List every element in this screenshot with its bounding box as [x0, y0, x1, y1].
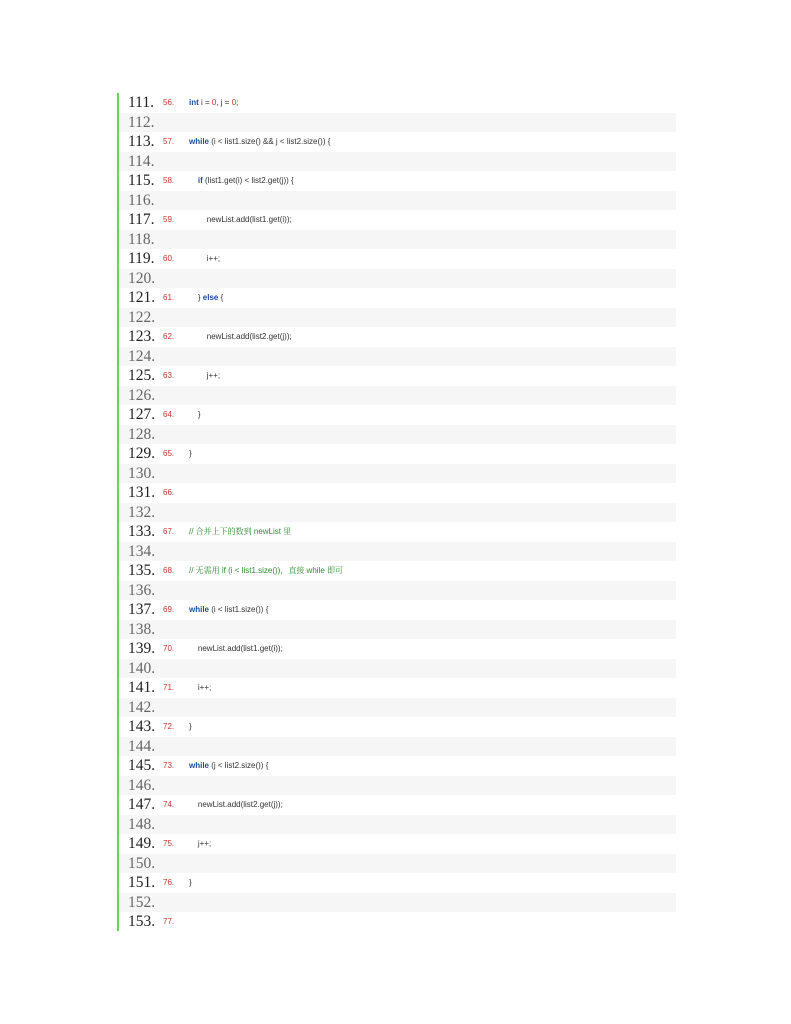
code-text	[189, 717, 192, 737]
inner-line-number: 60.	[163, 254, 175, 263]
code-line	[119, 561, 676, 581]
code-token: (j < list2.size()) {	[209, 761, 269, 770]
code-token: i++;	[189, 254, 221, 263]
outer-line-number: 126.	[128, 386, 156, 404]
code-line	[119, 171, 676, 191]
code-line	[119, 834, 676, 854]
code-text	[189, 249, 220, 269]
inner-line-number: 59.	[163, 215, 175, 224]
code-keyword: while	[189, 137, 210, 146]
inner-line-number: 64.	[163, 410, 175, 419]
code-line	[119, 795, 676, 815]
code-text	[189, 444, 192, 464]
inner-line-number: 76.	[163, 878, 175, 887]
inner-line-number: 72.	[163, 722, 175, 731]
code-text	[189, 132, 330, 152]
code-line	[119, 756, 676, 776]
code-token: ;	[236, 98, 239, 107]
code-line	[119, 386, 676, 406]
outer-line-number: 134.	[128, 542, 156, 560]
code-text	[189, 93, 238, 113]
outer-line-number: 125.	[128, 367, 156, 384]
code-text	[189, 678, 211, 698]
code-keyword: int	[189, 98, 199, 107]
code-token: , j =	[216, 98, 232, 107]
outer-line-number: 124.	[128, 347, 156, 365]
inner-line-number: 61.	[163, 293, 175, 302]
outer-line-number: 147.	[128, 796, 156, 813]
outer-line-number: 118.	[128, 230, 155, 248]
code-line	[119, 191, 676, 211]
outer-line-number: 153.	[128, 913, 156, 930]
code-text	[189, 366, 220, 386]
code-text	[189, 522, 291, 542]
outer-line-number: 112.	[128, 113, 155, 131]
code-line	[119, 717, 676, 737]
outer-line-number: 113.	[128, 133, 155, 150]
inner-line-number: 67.	[163, 527, 175, 536]
outer-line-number: 151.	[128, 874, 156, 891]
outer-line-number: 137.	[128, 601, 156, 618]
code-line	[119, 912, 676, 932]
inner-line-number: 65.	[163, 449, 175, 458]
inner-line-number: 75.	[163, 839, 175, 848]
code-token: newList.add(list2.get(j));	[189, 800, 283, 809]
inner-line-number: 74.	[163, 800, 175, 809]
outer-line-number: 133.	[128, 523, 156, 540]
inner-line-number: 57.	[163, 137, 175, 146]
code-line	[119, 405, 676, 425]
outer-line-number: 135.	[128, 562, 156, 579]
code-token: i++;	[189, 683, 212, 692]
code-line	[119, 269, 676, 289]
inner-line-number: 73.	[163, 761, 175, 770]
outer-line-number: 114.	[128, 152, 155, 170]
outer-line-number: 146.	[128, 776, 156, 794]
code-line	[119, 678, 676, 698]
code-line	[119, 444, 676, 464]
code-keyword: if	[197, 176, 203, 185]
outer-line-number: 138.	[128, 620, 156, 638]
code-line	[119, 308, 676, 328]
code-line	[119, 815, 676, 835]
code-token: i =	[198, 98, 212, 107]
code-token: (i < list1.size()) {	[209, 605, 269, 614]
outer-line-number: 111.	[128, 94, 154, 111]
code-comment: // 合并上下的数到 newList 里	[189, 527, 292, 536]
outer-line-number: 132.	[128, 503, 156, 521]
code-line	[119, 288, 676, 308]
code-token: }	[189, 293, 203, 302]
code-line	[119, 327, 676, 347]
code-keyword: while	[189, 605, 210, 614]
code-token: j++;	[189, 371, 221, 380]
code-token: (i < list1.size() && j < list2.size()) {	[209, 137, 331, 146]
code-number: 0	[211, 98, 217, 107]
code-text	[189, 171, 294, 191]
inner-line-number: 66.	[163, 488, 175, 497]
code-line	[119, 659, 676, 679]
code-line	[119, 483, 676, 503]
outer-line-number: 116.	[128, 191, 155, 209]
outer-line-number: 119.	[128, 250, 155, 267]
code-token: newList.add(list1.get(i));	[189, 644, 283, 653]
outer-line-number: 121.	[128, 289, 156, 306]
inner-line-number: 56.	[163, 98, 175, 107]
code-keyword: while	[189, 761, 210, 770]
outer-line-number: 115.	[128, 172, 155, 189]
outer-line-number: 152.	[128, 893, 156, 911]
code-line	[119, 873, 676, 893]
code-text	[189, 327, 292, 347]
code-text	[189, 873, 192, 893]
outer-line-number: 120.	[128, 269, 156, 287]
code-token: }	[189, 878, 192, 887]
code-line	[119, 503, 676, 523]
code-text	[189, 834, 211, 854]
code-token: newList.add(list2.get(j));	[189, 332, 292, 341]
outer-line-number: 127.	[128, 406, 156, 423]
inner-line-number: 77.	[163, 917, 175, 926]
outer-line-number: 139.	[128, 640, 156, 657]
outer-line-number: 144.	[128, 737, 156, 755]
code-line	[119, 698, 676, 718]
code-token: newList.add(list1.get(i));	[189, 215, 292, 224]
code-text	[189, 795, 283, 815]
code-line	[119, 522, 676, 542]
code-listing	[117, 93, 677, 931]
code-token: (list1.get(i) < list2.get(j)) {	[202, 176, 294, 185]
code-line	[119, 152, 676, 172]
code-text	[189, 639, 283, 659]
inner-line-number: 58.	[163, 176, 175, 185]
outer-line-number: 150.	[128, 854, 156, 872]
code-number: 0	[231, 98, 237, 107]
outer-line-number: 122.	[128, 308, 156, 326]
outer-line-number: 145.	[128, 757, 156, 774]
code-line	[119, 132, 676, 152]
outer-line-number: 143.	[128, 718, 156, 735]
code-token	[189, 176, 198, 185]
code-token: }	[189, 410, 201, 419]
inner-line-number: 68.	[163, 566, 175, 575]
code-token: }	[189, 449, 192, 458]
code-line	[119, 347, 676, 367]
code-token: {	[218, 293, 224, 302]
outer-line-number: 148.	[128, 815, 156, 833]
outer-line-number: 123.	[128, 328, 156, 345]
outer-line-number: 131.	[128, 484, 156, 501]
outer-line-number: 149.	[128, 835, 156, 852]
outer-line-number: 128.	[128, 425, 156, 443]
code-line	[119, 854, 676, 874]
code-line	[119, 776, 676, 796]
inner-line-number: 69.	[163, 605, 175, 614]
code-text	[189, 756, 268, 776]
code-comment: // 无需用 if (i < list1.size())，直接 while 即可	[189, 566, 344, 575]
code-text	[189, 561, 343, 581]
code-line	[119, 230, 676, 250]
outer-line-number: 130.	[128, 464, 156, 482]
inner-line-number: 70.	[163, 644, 175, 653]
code-line	[119, 542, 676, 562]
code-text	[189, 405, 201, 425]
code-line	[119, 893, 676, 913]
code-line	[119, 113, 676, 133]
outer-line-number: 142.	[128, 698, 156, 716]
code-line	[119, 366, 676, 386]
inner-line-number: 62.	[163, 332, 175, 341]
inner-line-number: 71.	[163, 683, 175, 692]
code-line	[119, 210, 676, 230]
code-line	[119, 464, 676, 484]
code-line	[119, 249, 676, 269]
code-keyword: else	[202, 293, 219, 302]
outer-line-number: 141.	[128, 679, 156, 696]
outer-line-number: 136.	[128, 581, 156, 599]
code-token: }	[189, 722, 192, 731]
code-line	[119, 581, 676, 601]
code-line	[119, 93, 676, 113]
code-line	[119, 639, 676, 659]
inner-line-number: 63.	[163, 371, 175, 380]
outer-line-number: 117.	[128, 211, 155, 228]
code-line	[119, 425, 676, 445]
code-text	[189, 288, 223, 308]
outer-line-number: 140.	[128, 659, 156, 677]
code-line	[119, 600, 676, 620]
code-line	[119, 737, 676, 757]
code-text	[189, 210, 292, 230]
code-line	[119, 620, 676, 640]
code-token: j++;	[189, 839, 212, 848]
code-text	[189, 600, 268, 620]
outer-line-number: 129.	[128, 445, 156, 462]
